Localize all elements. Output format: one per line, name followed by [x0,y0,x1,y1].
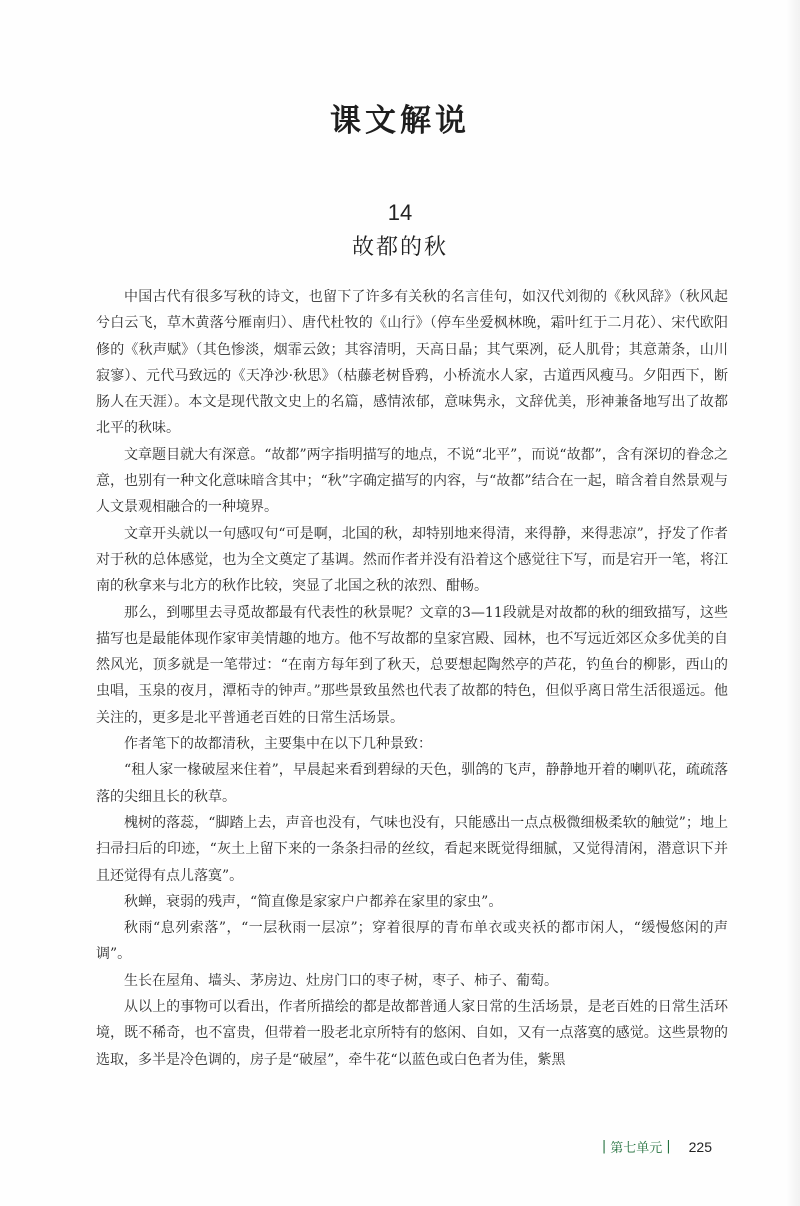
lesson-number: 14 [387,200,413,225]
paragraph: 那么，到哪里去寻觅故都最有代表性的秋景呢？文章的3—11段就是对故都的秋的细致描写，这些描写也是最能体现作家审美情趣的地方。他不写故都的皇家宫殿、园林，也不写远近郊区众多优美的自然风光，顶多就是一笔带过：“在南方每年到了秋天，总要想起陶然亭的芦花，钓鱼台的柳影，西山的虫唱，玉泉的夜月，潭柘寺的钟声。”那些景致虽然也代表了故都的特色，但似乎离日常生活很遥远。他关注的，更多是北平普通老百姓的日常生活场景。 [96,604,728,726]
unit-label: 第七单元 [610,1141,663,1156]
paragraph: 从以上的事物可以看出，作者所描绘的都是故都普通人家日常的生活场景，是老百姓的日常生活环境，既不稀奇，也不富贵，但带着一股老北京所特有的悠闲、自如，又有一点落寞的感觉。这些景物的选取，多半是冷色调的，房子是“破屋”，牵牛花“以蓝色或白色者为佳，紫黑 [96,999,728,1068]
footer-divider-left: | [601,1139,607,1154]
page-number: 225 [688,1138,712,1155]
paragraph: 中国古代有很多写秋的诗文，也留下了许多有关秋的名言佳句，如汉代刘彻的《秋风辞》（秋风起兮白云飞，草木黄落兮雁南归）、唐代杜牧的《山行》（停车坐爱枫林晚，霜叶红于二月花）、宋代欧阳修的《秋声赋》（其色惨淡，烟霏云敛；其容清明，天高日晶；其气栗冽，砭人肌骨；其意萧条，山川寂寥）、元代马致远的《天净沙·秋思》（枯藤老树昏鸦，小桥流水人家，古道西风瘦马。夕阳西下，断肠人在天涯）。本文是现代散文史上的名篇，感情浓郁，意味隽永，文辞优美，形神兼备地写出了故都北平的秋味。 [96,289,728,437]
paragraph: 秋蝉，衰弱的残声，“简直像是家家户户都养在家里的家虫”。 [124,893,503,910]
paragraph: “租人家一椽破屋来住着”，早晨起来看到碧绿的天色，驯鸽的飞声，静静地开着的喇叭花，疏疏落落的尖细且长的秋草。 [96,762,728,805]
paragraph: 文章题目就大有深意。“故都”两字指明描写的地点，不说“北平”，而说“故都”，含有深切的眷念之意，也别有一种文化意味暗含其中；“秋”字确定描写的内容，与“故都”结合在一起，暗含着自然景观与人文景观相融合的一种境界。 [96,446,728,516]
paragraph: 文章开头就以一句感叹句“可是啊，北国的秋，却特别地来得清，来得静，来得悲凉”，抒发了作者对于秋的总体感觉，也为全文奠定了基调。然而作者并没有沿着这个感觉往下写，而是宕开一笔，将江南的秋拿来与北方的秋作比较，突显了北国之秋的浓烈、酣畅。 [96,525,728,595]
lesson-title: 故都的秋 [351,235,448,260]
page-edge-shadow [786,0,800,1206]
paragraph: 生长在屋角、墙头、茅房边、灶房门口的枣子树，枣子、柿子、葡萄。 [124,972,558,989]
paragraph: 槐树的落蕊，“脚踏上去，声音也没有，气味也没有，只能感出一点点极微细极柔软的触觉”；地上扫帚扫后的印迹，“灰土上留下来的一条条扫帚的丝纹，看起来既觉得细腻，又觉得清闲，潜意识下并且还觉得有点儿落寞”。 [96,814,728,884]
body-text [96,284,728,1073]
page-footer [598,1137,712,1156]
paragraph: 秋雨“息列索落”，“一层秋雨一层凉”；穿着很厚的青布单衣或夹袄的都市闲人，“缓慢悠闲的声调”。 [96,920,728,963]
section-heading: 课文解说 [330,103,470,139]
footer-divider-right: | [666,1139,671,1154]
paragraph: 作者笔下的故都清秋，主要集中在以下几种景致： [124,736,432,753]
